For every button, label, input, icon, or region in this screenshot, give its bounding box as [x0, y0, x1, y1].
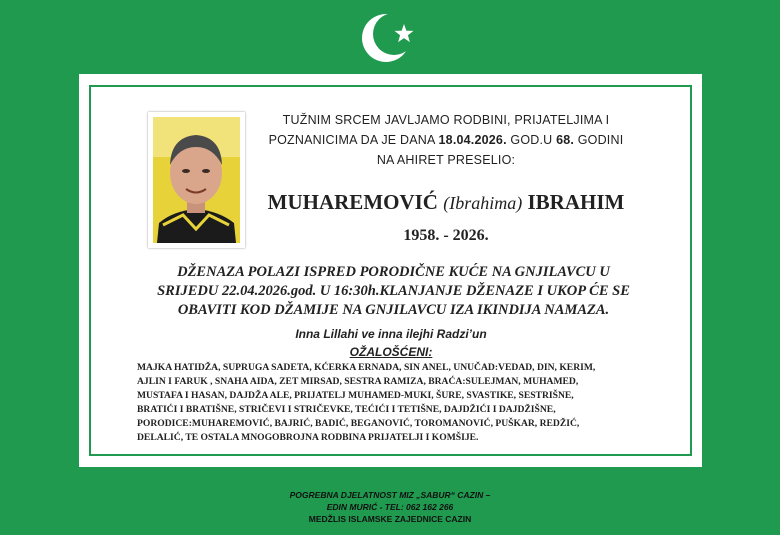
mourners-line: AJLIN I FARUK , SNAHA AIDA, ZET MIRSAD, SESTRA RAMIZA, BRAĆA:SULEJMAN, MUHAMED, [137, 376, 579, 387]
intro-line-2 [251, 130, 641, 150]
life-years: 1958. - 2026. [403, 227, 489, 244]
announcement-text [251, 110, 641, 170]
footer-line-1: POGREBNA DJELATNOST MIZ „SABUR“ CAZIN – [289, 490, 491, 500]
prayer-text: Inna Lillahi ve inna ilejhi Radzi’un [295, 327, 487, 341]
footer-line-2: EDIN MURIĆ - TEL: 062 162 266 [326, 502, 454, 512]
obituary-panel [79, 74, 702, 467]
deceased-name [246, 190, 646, 215]
funeral-line-2: SRIJEDU 22.04.2026.god. U 16:30h.KLANJANJE DŽENAZE I UKOP ĆE SE [157, 283, 630, 299]
intro-line-2-middle: GOD.U [506, 133, 557, 147]
mourners-line: DELALIĆ, TE OSTALA MNOGOBROJNA RODBINA PRIJATELJI I KOMŠIJE. [137, 432, 479, 443]
funeral-service-footer [190, 489, 590, 525]
funeral-line-1: DŽENAZA POLAZI ISPRED PORODIČNE KUĆE NA GNJILAVCU U [177, 264, 610, 280]
deceased-photo [148, 112, 245, 248]
mourners-line: MUSTAFA I HASAN, DAJDŽA ALE, PRIJATELJ MUHAMED-MUKI, ŠURE, SVASTIKE, SESTRIŠNE, [137, 390, 574, 401]
mourners-list [137, 361, 657, 445]
portrait-image [153, 117, 240, 243]
age: 68. [556, 133, 575, 147]
green-frame [89, 85, 692, 456]
first-name: IBRAHIM [527, 190, 625, 214]
death-date: 18.04.2026. [438, 133, 507, 147]
surname: MUHAREMOVIĆ [267, 190, 438, 214]
mourners-line: PORODICE:MUHAREMOVIĆ, BAJRIĆ, BADIĆ, BEGANOVIĆ, TOROMANOVIĆ, PUŠKAR, REDŽIĆ, [137, 418, 580, 429]
funeral-line-3: OBAVITI KOD DŽAMIJE NA GNJILAVCU IZA IKINDIJA NAMAZA. [177, 302, 610, 318]
footer-line-3: MEDŽLIS ISLAMSKE ZAJEDNICE CAZIN [308, 514, 472, 524]
funeral-details [121, 263, 666, 320]
crescent-star-icon [360, 10, 420, 66]
intro-line-2-start: POZNANICIMA DA JE DANA [268, 133, 439, 147]
intro-line-2-end: GODINI [574, 133, 624, 147]
father-name: (Ibrahima) [443, 193, 523, 213]
mourners-line: BRATIĆI I BRATIŠNE, STRIČEVI I STRIČEVKE, TEĆIĆI I TETIŠNE, DAJDŽIĆI I DAJDŽIŠNE, [137, 404, 556, 415]
intro-line-3: NA AHIRET PRESELIO: [376, 153, 516, 167]
mourners-line: MAJKA HATIDŽA, SUPRUGA SADETA, KĆERKA ERNADA, SIN ANEL, UNUČAD:VEDAD, DIN, KERIM, [137, 362, 596, 373]
intro-line-1: TUŽNIM SRCEM JAVLJAMO RODBINI, PRIJATELJIMA I [282, 113, 610, 127]
mourners-heading: OŽALOŠĆENI: [349, 345, 433, 359]
